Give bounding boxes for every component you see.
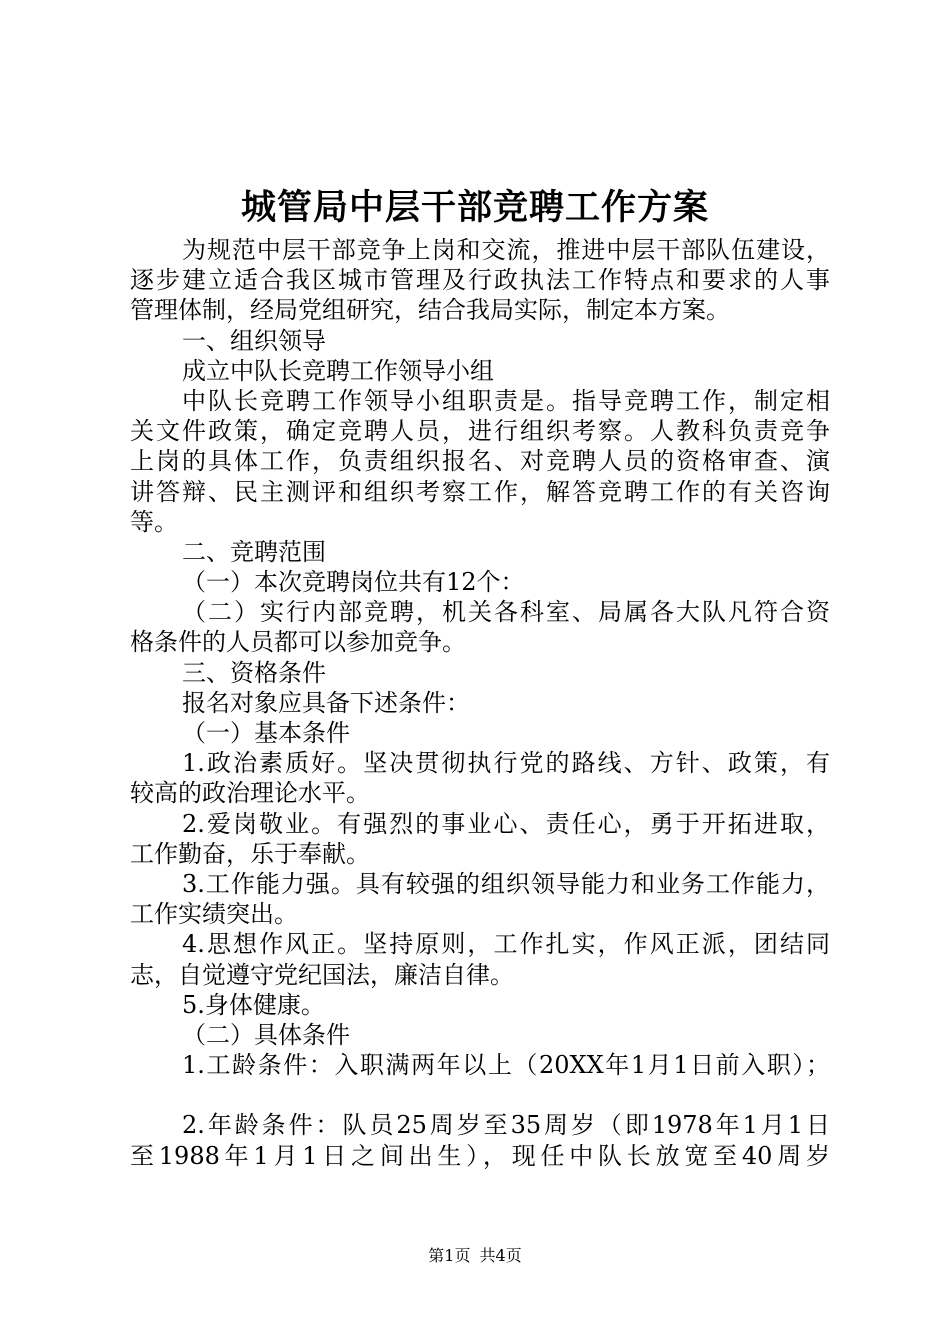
paragraph-line: 1.政治素质好。坚决贯彻执行党的路线、方针、政策，有 [182, 749, 830, 778]
section-heading: 三、资格条件 [182, 658, 326, 687]
paragraph-line: 4.思想作风正。坚持原则，工作扎实，作风正派，团结同 [182, 930, 830, 959]
section-heading: 一、组织领导 [182, 326, 326, 355]
paragraph-line: 5.身体健康。 [182, 990, 325, 1019]
paragraph-line: 关文件政策，确定竞聘人员，进行组织考察。人教科负责竞争 [130, 417, 830, 446]
paragraph-line: 2.年龄条件：队员25周岁至35周岁（即1978年1月1日 [182, 1111, 830, 1140]
page-total: 共4页 [479, 1246, 522, 1265]
page-footer [0, 1246, 950, 1266]
subsection-heading: （二）具体条件 [182, 1020, 350, 1049]
paragraph-line: 报名对象应具备下述条件： [182, 688, 470, 717]
blank-line [130, 1080, 830, 1110]
page-number: 第1页 [428, 1246, 471, 1265]
paragraph-line: 较高的政治理论水平。 [130, 779, 370, 808]
paragraph-line: 格条件的人员都可以参加竞争。 [130, 628, 466, 657]
paragraph-line: 至1988年1月1日之间出生），现任中队长放宽至40周岁 [130, 1141, 830, 1170]
paragraph-line: 工作实绩突出。 [130, 900, 298, 929]
section-heading: 二、竞聘范围 [182, 537, 326, 566]
paragraph-line: （一）本次竞聘岗位共有12个： [182, 568, 525, 597]
paragraph-line: 管理体制，经局党组研究，结合我局实际，制定本方案。 [130, 296, 730, 325]
paragraph-line: 工作勤奋，乐于奉献。 [130, 839, 370, 868]
paragraph-line: 逐步建立适合我区城市管理及行政执法工作特点和要求的人事 [130, 266, 830, 295]
paragraph-line: 2.爱岗敬业。有强烈的事业心、责任心，勇于开拓进取， [182, 809, 830, 838]
paragraph-line: 3.工作能力强。具有较强的组织领导能力和业务工作能力， [182, 869, 830, 898]
paragraph-line: 为规范中层干部竞争上岗和交流，推进中层干部队伍建设， [182, 236, 830, 264]
paragraph-line: 等。 [130, 507, 178, 536]
paragraph-line: 中队长竞聘工作领导小组职责是。指导竞聘工作，制定相 [182, 386, 830, 415]
paragraph-line: 讲答辩、民主测评和组织考察工作，解答竞聘工作的有关咨询 [130, 477, 830, 506]
paragraph-line: 志，自觉遵守党纪国法，廉洁自律。 [130, 960, 514, 989]
paragraph-line: 成立中队长竞聘工作领导小组 [182, 356, 494, 385]
document-title: 城管局中层干部竞聘工作方案 [240, 187, 709, 228]
document-body [130, 235, 830, 1171]
paragraph-line: 上岗的具体工作，负责组织报名、对竞聘人员的资格审查、演 [130, 447, 830, 476]
paragraph-line: （二）实行内部竞聘，机关各科室、局属各大队凡符合资 [182, 598, 830, 627]
subsection-heading: （一）基本条件 [182, 719, 350, 747]
paragraph-line: 1.工龄条件：入职满两年以上（20XX年1月1日前入职）； [182, 1051, 830, 1080]
